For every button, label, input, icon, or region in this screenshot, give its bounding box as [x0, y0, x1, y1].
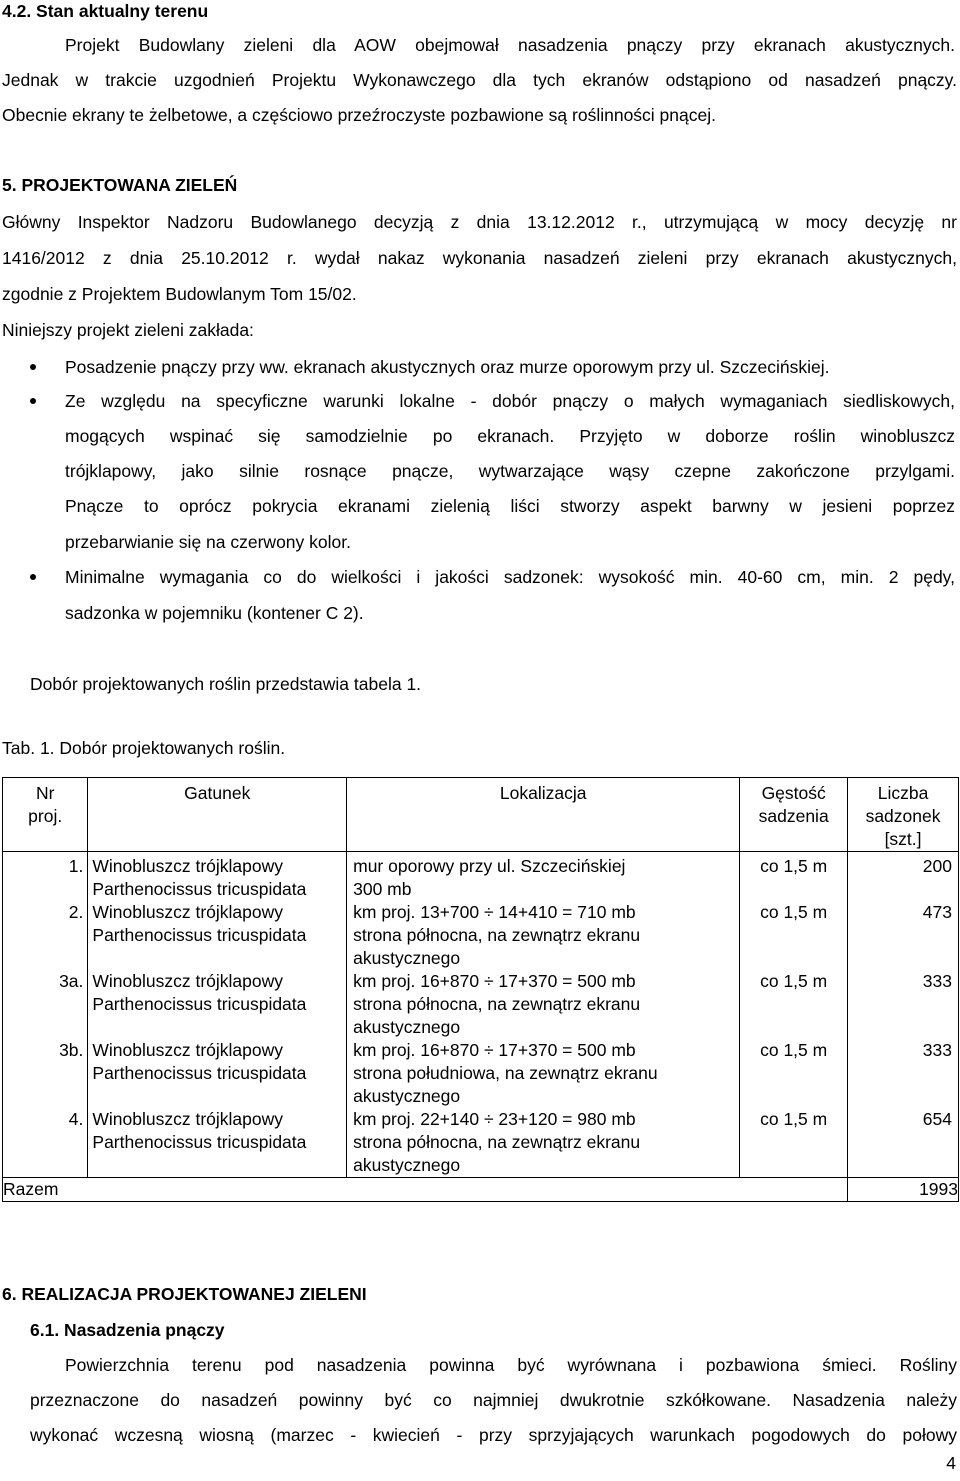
table-caption: Tab. 1. Dobór projektowanych roślin.	[2, 738, 286, 758]
bullet-line: Pnącze to oprócz pokrycia ekranami zielenią liści stworzy aspekt barwny w jesieni poprzez	[65, 496, 955, 516]
header-nr	[3, 778, 88, 852]
sub-heading-6-1: 6.1. Nasadzenia pnączy	[30, 1320, 225, 1340]
cell-nr: 1.	[3, 852, 88, 902]
paragraph-line: wykonać wczesną wiosną (marzec - kwiecień - przy sprzyjających warunkach pogodowych do połowy	[30, 1425, 957, 1445]
table-intro: Dobór projektowanych roślin przedstawia tabela 1.	[30, 674, 422, 694]
species-common-name: Winobluszcz trójklapowy	[92, 856, 284, 876]
cell-gestosc: co 1,5 m	[740, 970, 848, 1039]
bullet-line: Posadzenie pnączy przy ww. ekranach akustycznych oraz murze oporowym przy ul. Szczecińskiej.	[65, 357, 830, 377]
section-heading-5: 5. PROJEKTOWANA ZIELEŃ	[2, 175, 238, 195]
species-common-name: Winobluszcz trójklapowy	[92, 902, 284, 922]
header-text: Nr	[35, 783, 55, 803]
header-text: [szt.]	[884, 829, 922, 849]
table-row	[3, 852, 959, 902]
species-latin-name: Parthenocissus tricuspidata	[92, 994, 307, 1014]
header-lokalizacja	[347, 778, 740, 852]
table-row	[3, 970, 959, 1039]
cell-gatunek	[88, 852, 347, 902]
section-heading-4-2: 4.2. Stan aktualny terenu	[2, 1, 209, 21]
bullet-line: mogących wspinać się samodzielnie po ekranach. Przyjęto w doborze roślin winobluszcz	[65, 426, 955, 446]
cell-gestosc: co 1,5 m	[740, 852, 848, 902]
location-line: strona północna, na zewnątrz ekranu	[353, 1132, 641, 1152]
species-latin-name: Parthenocissus tricuspidata	[92, 1132, 307, 1152]
paragraph-line: Powierzchnia terenu pod nasadzenia powinna być wyrównana i pozbawiona śmieci. Rośliny	[65, 1355, 957, 1375]
header-text: sadzonek	[865, 806, 941, 826]
paragraph-line: Projekt Budowlany zieleni dla AOW obejmował nasadzenia pnączy przy ekranach akustycznych.	[65, 35, 955, 55]
cell-liczba: 333	[848, 970, 959, 1039]
cell-gatunek	[88, 901, 347, 970]
cell-liczba: 654	[848, 1108, 959, 1178]
cell-gatunek	[88, 1108, 347, 1178]
location-line: akustycznego	[353, 948, 461, 968]
species-latin-name: Parthenocissus tricuspidata	[92, 925, 307, 945]
location-line: 300 mb	[353, 879, 412, 899]
cell-nr: 3b.	[3, 1039, 88, 1108]
location-line: strona północna, na zewnątrz ekranu	[353, 925, 641, 945]
location-line: km proj. 16+870 ÷ 17+370 = 500 mb	[353, 971, 636, 991]
cell-gestosc: co 1,5 m	[740, 1108, 848, 1178]
species-common-name: Winobluszcz trójklapowy	[92, 971, 284, 991]
cell-liczba: 333	[848, 1039, 959, 1108]
bullet-line: Ze względu na specyficzne warunki lokalne - dobór pnączy o małych wymaganiach siedliskowych,	[65, 391, 955, 411]
cell-gestosc: co 1,5 m	[740, 901, 848, 970]
header-gestosc	[740, 778, 848, 852]
cell-lokalizacja	[347, 852, 740, 902]
total-label: Razem	[3, 1178, 848, 1202]
location-line: km proj. 16+870 ÷ 17+370 = 500 mb	[353, 1040, 636, 1060]
species-common-name: Winobluszcz trójklapowy	[92, 1040, 284, 1060]
paragraph-line: Niniejszy projekt zieleni zakłada:	[2, 320, 254, 340]
table-row	[3, 1108, 959, 1178]
cell-lokalizacja	[347, 1039, 740, 1108]
species-common-name: Winobluszcz trójklapowy	[92, 1109, 284, 1129]
bullet-line: trójklapowy, jako silnie rosnące pnącze, wytwarzające wąsy czepne zakończone przylgami.	[65, 461, 955, 481]
header-text: proj.	[28, 806, 63, 826]
cell-lokalizacja	[347, 970, 740, 1039]
paragraph-line: 1416/2012 z dnia 25.10.2012 r. wydał nakaz wykonania nasadzeń zieleni przy ekranach akustycznych,	[2, 248, 957, 268]
bullet-marker	[30, 364, 36, 370]
table-total-row	[3, 1178, 959, 1202]
location-line: km proj. 22+140 ÷ 23+120 = 980 mb	[353, 1109, 636, 1129]
header-liczba	[848, 778, 959, 852]
cell-lokalizacja	[347, 1108, 740, 1178]
cell-liczba: 473	[848, 901, 959, 970]
header-text: sadzenia	[758, 806, 829, 826]
table-row	[3, 1039, 959, 1108]
paragraph-line: zgodnie z Projektem Budowlanym Tom 15/02.	[2, 284, 357, 304]
bullet-line: sadzonka w pojemniku (kontener C 2).	[65, 603, 364, 623]
header-text: Gęstość	[761, 783, 826, 803]
cell-gestosc: co 1,5 m	[740, 1039, 848, 1108]
cell-nr: 4.	[3, 1108, 88, 1178]
paragraph-line: Jednak w trakcie uzgodnień Projektu Wykonawczego dla tych ekranów odstąpiono od nasadzeń pnączy.	[2, 70, 957, 90]
plants-table	[2, 777, 959, 1202]
header-text: Gatunek	[184, 783, 251, 803]
table-row	[3, 901, 959, 970]
section-heading-6: 6. REALIZACJA PROJEKTOWANEJ ZIELENI	[2, 1284, 367, 1304]
location-line: akustycznego	[353, 1017, 461, 1037]
cell-lokalizacja	[347, 901, 740, 970]
header-text: Lokalizacja	[499, 783, 587, 803]
paragraph-line: przeznaczone do nasadzeń powinny być co najmniej dwukrotnie szkółkowane. Nasadzenia należy	[30, 1390, 957, 1410]
cell-nr: 3a.	[3, 970, 88, 1039]
paragraph-line: Główny Inspektor Nadzoru Budowlanego decyzją z dnia 13.12.2012 r., utrzymującą w mocy decyzję nr	[2, 212, 957, 232]
bullet-marker	[30, 398, 36, 404]
bullet-marker	[30, 574, 36, 580]
bullet-line: przebarwianie się na czerwony kolor.	[65, 532, 351, 552]
location-line: akustycznego	[353, 1086, 461, 1106]
location-line: km proj. 13+700 ÷ 14+410 = 710 mb	[353, 902, 636, 922]
location-line: mur oporowy przy ul. Szczecińskiej	[353, 856, 626, 876]
page-number: 4	[946, 1453, 956, 1473]
header-gatunek	[88, 778, 347, 852]
bullet-line: Minimalne wymagania co do wielkości i jakości sadzonek: wysokość min. 40-60 cm, min. 2 pędy,	[65, 567, 955, 587]
paragraph-line: Obecnie ekrany te żelbetowe, a częściowo przeźroczyste pozbawione są roślinności pnącej.	[2, 105, 716, 125]
location-line: strona południowa, na zewnątrz ekranu	[353, 1063, 658, 1083]
cell-gatunek	[88, 970, 347, 1039]
cell-nr: 2.	[3, 901, 88, 970]
table-header-row	[3, 778, 959, 852]
cell-gatunek	[88, 1039, 347, 1108]
location-line: akustycznego	[353, 1155, 461, 1175]
header-text: Liczba	[877, 783, 929, 803]
species-latin-name: Parthenocissus tricuspidata	[92, 1063, 307, 1083]
cell-liczba: 200	[848, 852, 959, 902]
species-latin-name: Parthenocissus tricuspidata	[92, 879, 307, 899]
total-value: 1993	[848, 1178, 959, 1202]
location-line: strona północna, na zewnątrz ekranu	[353, 994, 641, 1014]
